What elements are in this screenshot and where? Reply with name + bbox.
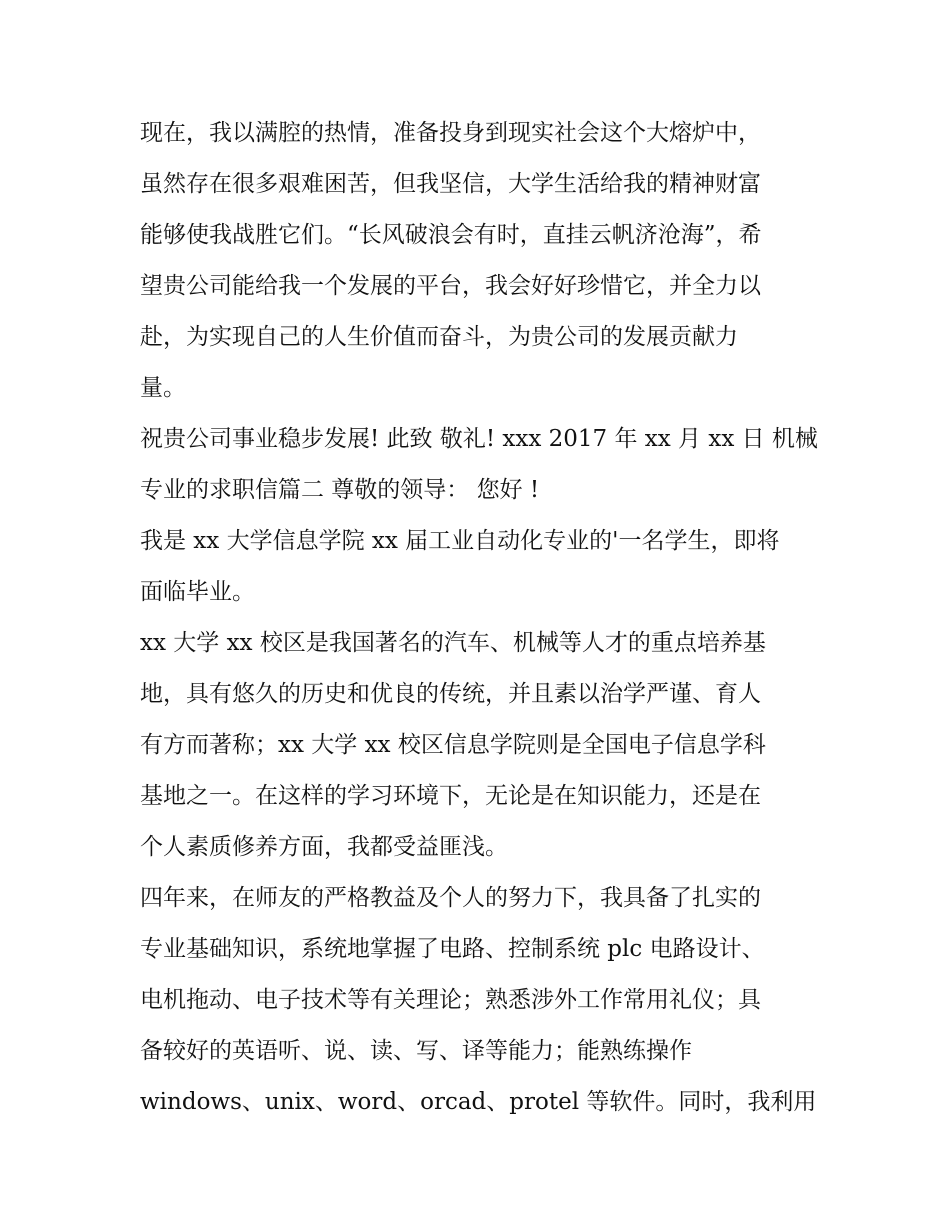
text-line: 四年来，在师友的严格教益及个人的努力下，我具备了扎实的: [140, 885, 761, 911]
text-line: 能够使我战胜它们。“长风破浪会有时，直挂云帆济沧海”，希: [140, 222, 762, 248]
text-line: 赴，为实现自己的人生价值而奋斗，为贵公司的发展贡献力: [140, 324, 738, 350]
text-line: 基地之一。在这样的学习环境下，无论是在知识能力，还是在: [140, 783, 761, 809]
body-text: [140, 108, 830, 1128]
text-line: 虽然存在很多艰难困苦，但我坚信，大学生活给我的精神财富: [140, 171, 761, 197]
text-line: 现在，我以满腔的热情，准备投身到现实社会这个大熔炉中，: [140, 120, 761, 146]
text-line: windows、unix、word、orcad、protel 等软件。同时，我利用: [140, 1089, 817, 1115]
text-line: 专业基础知识，系统地掌握了电路、控制系统 plc 电路设计、: [140, 936, 765, 962]
text-line: 地，具有悠久的历史和优良的传统，并且素以治学严谨、育人: [140, 681, 761, 707]
text-line: 望贵公司能给我一个发展的平台，我会好好珍惜它，并全力以: [140, 273, 761, 299]
text-line: 备较好的英语听、说、读、写、译等能力；能熟练操作: [140, 1038, 692, 1064]
text-line: 祝贵公司事业稳步发展! 此致 敬礼! xxx 2017 年 xx 月 xx 日 机械: [140, 426, 818, 452]
text-line: 量。: [140, 375, 186, 401]
text-line: 个人素质修养方面，我都受益匪浅。: [140, 834, 508, 860]
text-line: 有方而著称；xx 大学 xx 校区信息学院则是全国电子信息学科: [140, 732, 766, 758]
text-line: 我是 xx 大学信息学院 xx 届工业自动化专业的'一名学生，即将: [140, 528, 780, 554]
text-line: 电机拖动、电子技术等有关理论；熟悉涉外工作常用礼仪；具: [140, 987, 761, 1013]
text-line: xx 大学 xx 校区是我国著名的汽车、机械等人才的重点培养基: [140, 630, 766, 656]
text-line: 专业的求职信篇二 尊敬的领导： 您好 !: [140, 477, 540, 503]
text-line: 面临毕业。: [140, 579, 255, 605]
